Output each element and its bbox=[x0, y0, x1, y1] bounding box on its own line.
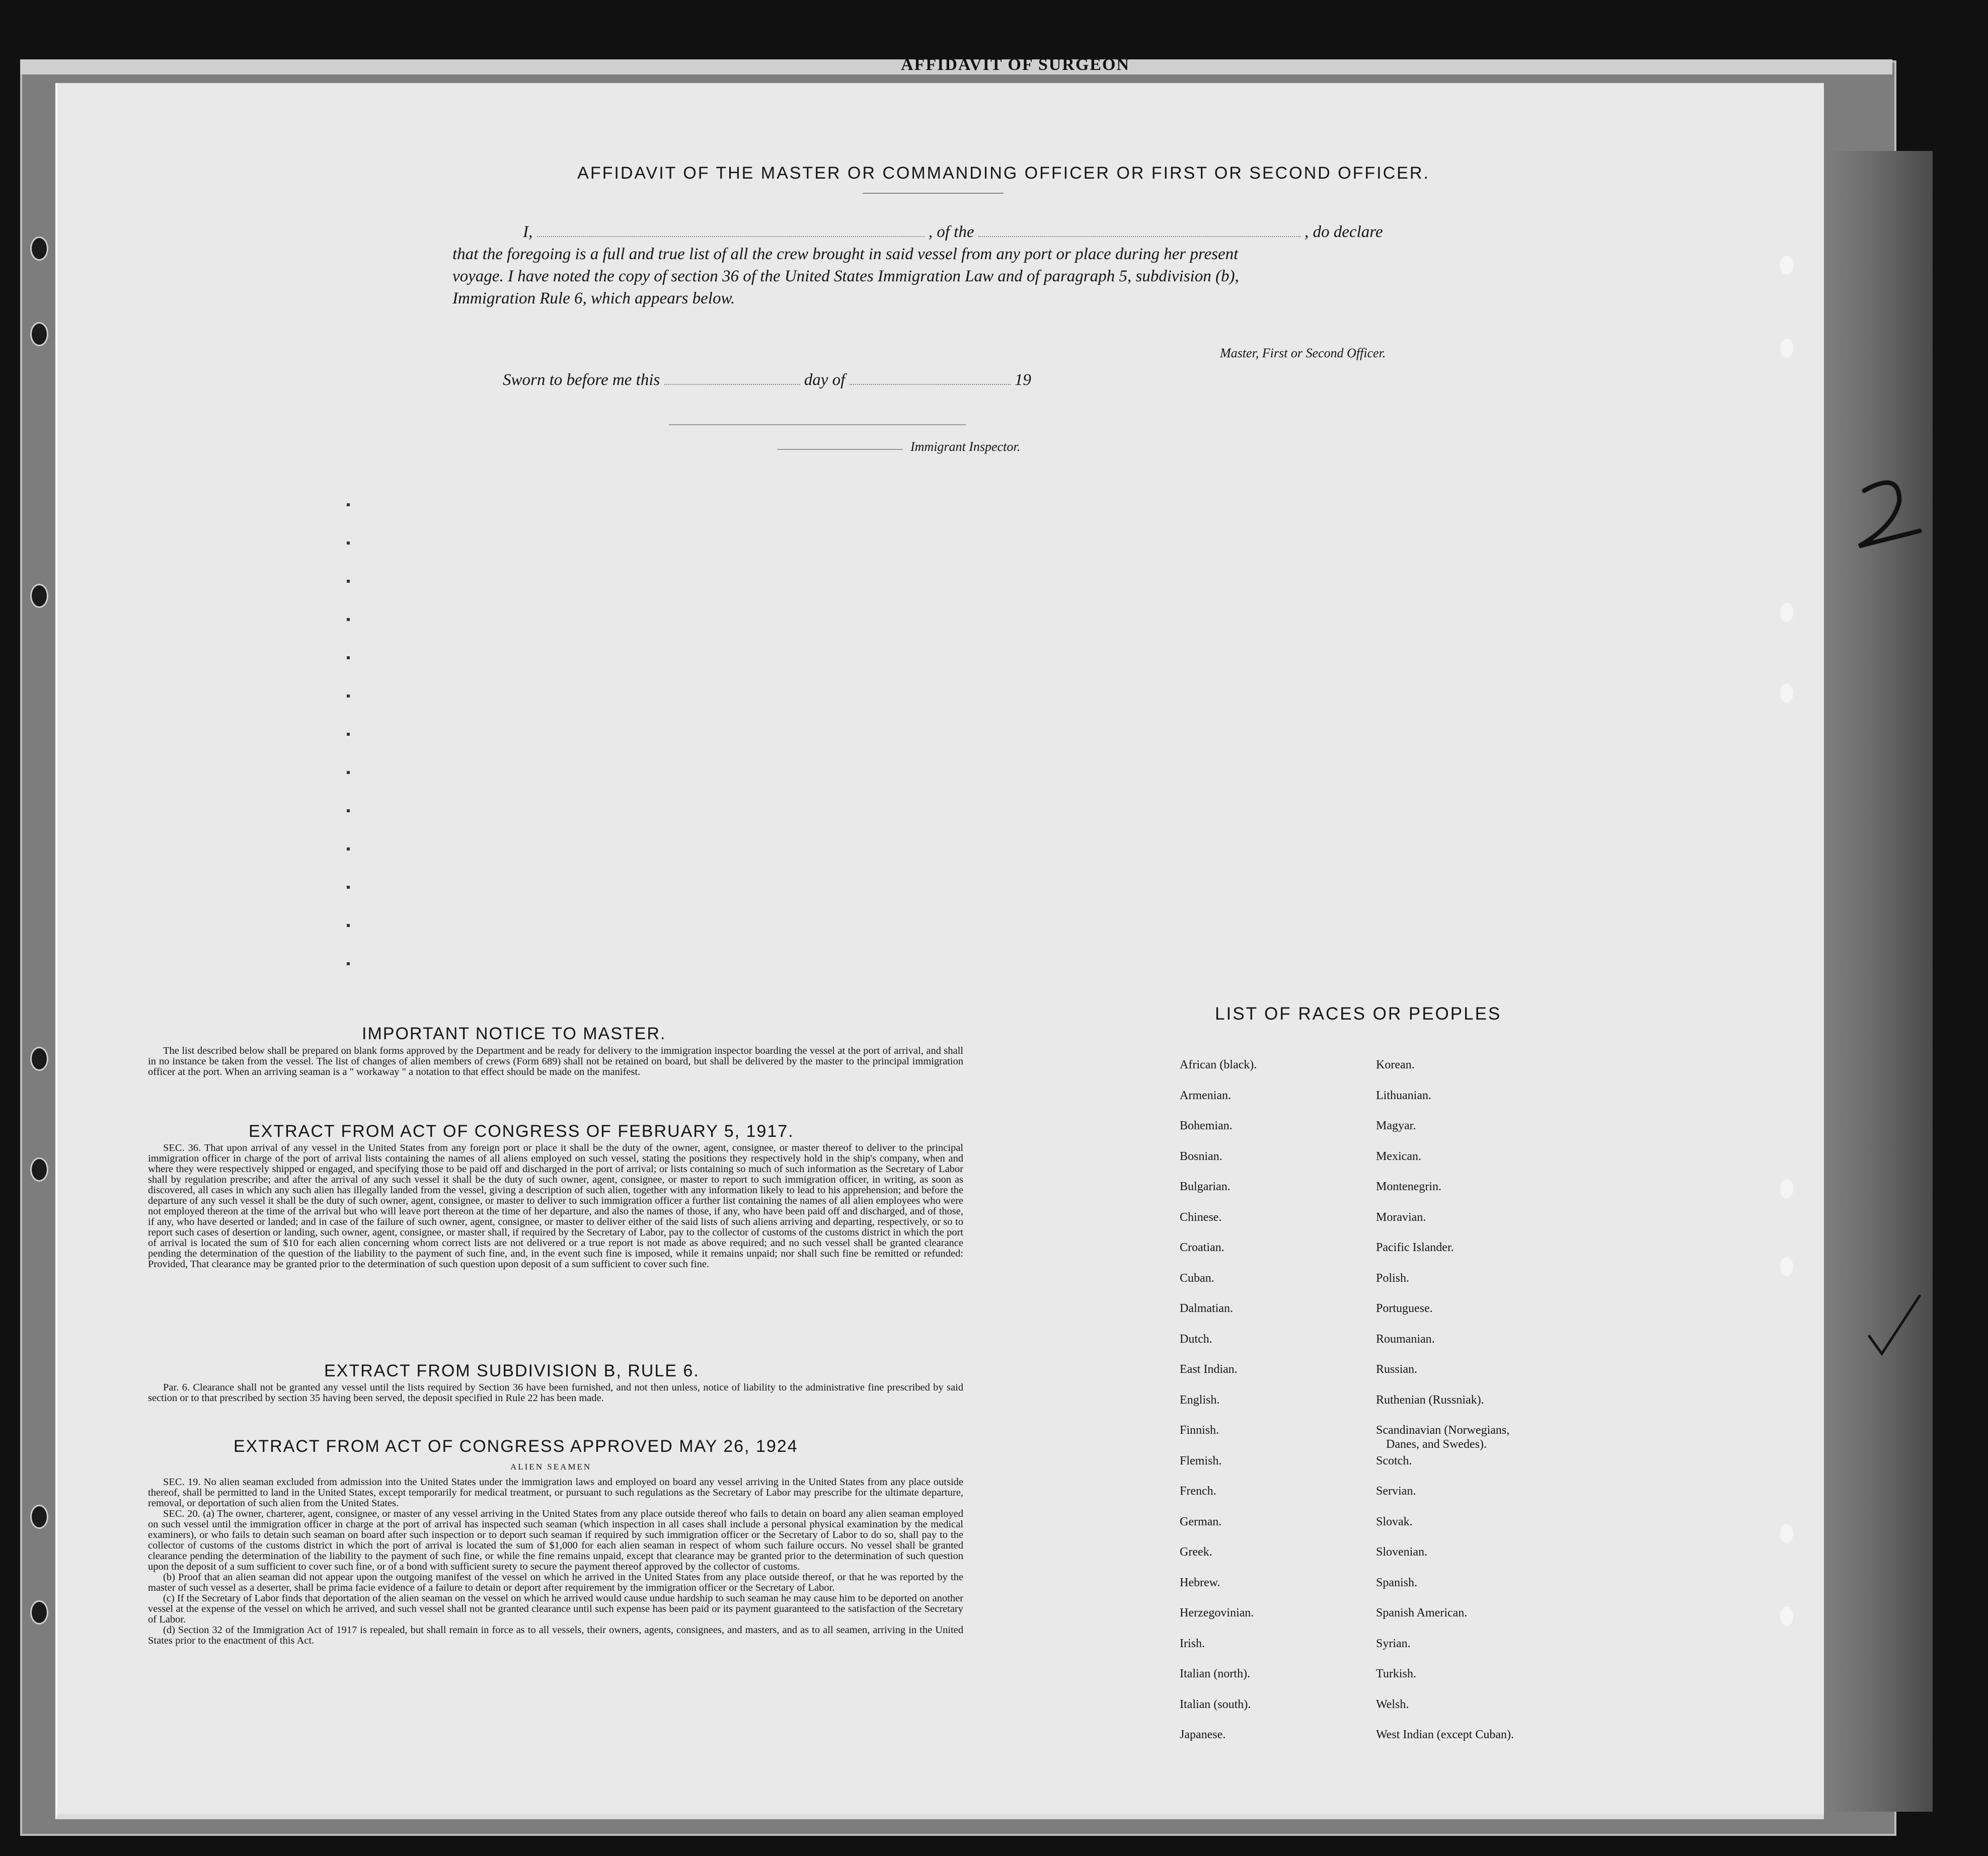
race-item: Welsh. bbox=[1376, 1697, 1409, 1711]
binding-hole bbox=[30, 1600, 48, 1625]
race-item: Armenian. bbox=[1180, 1089, 1231, 1102]
binding-hole bbox=[30, 584, 48, 608]
race-item: Herzegovinian. bbox=[1180, 1606, 1254, 1619]
race-item-continuation: Danes, and Swedes). bbox=[1386, 1438, 1487, 1451]
race-item: Bulgarian. bbox=[1180, 1180, 1231, 1193]
handwritten-two bbox=[1854, 476, 1925, 556]
inspector-label: Immigrant Inspector. bbox=[910, 439, 1021, 454]
race-item: German. bbox=[1180, 1515, 1222, 1528]
sworn-text: Sworn to before me this bbox=[503, 371, 660, 389]
rule-6-text bbox=[148, 1382, 963, 1404]
declaration-line-2: that the foregoing is a full and true list of all the crew brought in said vessel from any port or place during her present bbox=[452, 245, 1239, 263]
handwritten-check bbox=[1864, 1291, 1925, 1361]
inspector-line bbox=[777, 449, 903, 450]
affidavit-page bbox=[55, 83, 1824, 1819]
act-1924-title: EXTRACT FROM ACT OF CONGRESS APPROVED MAY 26, 1924 bbox=[234, 1437, 798, 1456]
act-1924-text bbox=[148, 1477, 963, 1646]
race-item: Greek. bbox=[1180, 1545, 1212, 1559]
race-item: Scandinavian (Norwegians, bbox=[1376, 1424, 1510, 1437]
race-item: Pacific Islander. bbox=[1376, 1241, 1454, 1254]
race-item: East Indian. bbox=[1180, 1363, 1238, 1376]
title-rule bbox=[863, 193, 1004, 194]
race-item: Spanish. bbox=[1376, 1576, 1418, 1589]
race-item: Bohemian. bbox=[1180, 1119, 1233, 1132]
master-name-blank bbox=[537, 223, 925, 237]
vessel-name-blank bbox=[978, 223, 1301, 237]
bleed-dots bbox=[347, 468, 350, 996]
master-signature-label: Master, First or Second Officer. bbox=[1220, 346, 1386, 360]
race-item: Chinese. bbox=[1180, 1210, 1222, 1224]
of-the-text: , of the bbox=[928, 223, 974, 241]
declaration-line-1 bbox=[470, 223, 1383, 242]
act-1917-title: EXTRACT FROM ACT OF CONGRESS OF FEBRUARY 5, 1917. bbox=[249, 1122, 794, 1141]
binding-hole bbox=[30, 1157, 48, 1182]
punch-hole bbox=[1779, 1178, 1795, 1200]
punch-hole bbox=[1779, 682, 1795, 704]
race-item: African (black). bbox=[1180, 1058, 1257, 1071]
race-item: Syrian. bbox=[1376, 1637, 1411, 1650]
races-title: LIST OF RACES OR PEOPLES bbox=[1215, 1004, 1502, 1024]
rule-6-paragraph: Par. 6. Clearance shall not be granted any vessel until the lists required by Section 36 have been furnished, and not then unless, notice of liability to the administrative fine prescribed by said section or to that prescribed by section 35 having been served, the deposit specified in Rule 22 has been made. bbox=[148, 1382, 963, 1404]
act-1917-paragraph: SEC. 36. That upon arrival of any vessel in the United States from any foreign port or place it shall be the duty of the owner, agent, consignee, or master thereof to deliver to the principal immigration officer in charge of the port of arrival lists containing the names of all aliens employed on such vessel, stating the positions they respectively hold in the ship's company, when and where they were respectively shipped or engaged, and specifying those to be paid off and discharged in the port of arrival; or lists containing so much of such information as the Secretary of Labor shall by regulation prescribe; and after the arrival of any such vessel it shall be the duty of such owner, agent, consignee, or master to report to such immigration officer, in writing, as soon as discovered, all cases in which any such alien has illegally landed from the vessel, giving a description of such alien, together with any information likely to lead to his apprehension; and before the departure of any such vessel it shall be the duty of such owner, agent, consignee, or master to deliver to such immigration officer a further list containing the names of all alien employees who were not employed thereon at the time of the arrival but who will leave port thereon at the time of her departure, and also the names of those, if any, who have been paid off and discharged, and of those, if any, who have deserted or landed; and in case of the failure of such owner, agent, consignee, or master to deliver either of the said lists of such aliens arriving and departing, respectively, or so to report such cases of desertion or landing, such owner, agent, consignee, or master shall, if required by the Secretary of Labor, pay to the collector of customs of the customs district in which the port of arrival is located the sum of $10 for each alien concerning whom correct lists are not delivered or a true report is not made as above required; and no such vessel shall be granted clearance pending the determination of the question of the liability to the payment of such fine, and, in the event such fine is imposed, while it remains unpaid; nor shall such fine be remitted or refunded: Provided, That clearance may be granted prior to the determination of such question upon deposit of a sum sufficient to cover such fine. bbox=[148, 1142, 963, 1270]
race-item: Moravian. bbox=[1376, 1210, 1426, 1224]
race-item: Spanish American. bbox=[1376, 1606, 1468, 1619]
binding-hole bbox=[30, 1047, 48, 1071]
race-item: Dutch. bbox=[1180, 1332, 1212, 1346]
race-item: French. bbox=[1180, 1485, 1216, 1498]
act-1924-sec19: SEC. 19. No alien seaman excluded from admission into the United States under the immigration laws and employed on board any vessel arriving in the United States from any place outside thereof, shall be permitted to land in the United States, except temporarily for medical treatment, or pursuant to such regulations as the Secretary of Labor may prescribe for the ultimate departure, removal, or deportation of such alien from the United States. bbox=[148, 1477, 963, 1509]
race-item: Bosnian. bbox=[1180, 1149, 1222, 1163]
act-1924-sec20a: SEC. 20. (a) The owner, charterer, agent, consignee, or master of any vessel arriving in the United States from any place outside thereof who fails to detain on board any alien seaman employed on such vessel until the immigration officer in charge at the port of arrival has inspected such seaman (which inspection in all cases shall include a personal physical examination by the medical examiners), or who fails to detain such seaman on board after such inspection or to deport such seaman if required by such immigration officer or the Secretary of Labor to do so, shall pay to the collector of customs of the customs district in which the port of arrival is located the sum of $1,000 for each alien seaman in respect of whom such failure occurs. No vessel shall be granted clearance pending the determination of the liability to the payment of such fine, or while the fine remains unpaid, except that clearance may be granted prior to the determination of such question upon the deposit of a sum sufficient to cover such fine, or of a bond with sufficient surety to secure the payment thereof approved by the collector of customs. bbox=[148, 1508, 963, 1572]
race-item: Russian. bbox=[1376, 1363, 1418, 1376]
race-item: Polish. bbox=[1376, 1271, 1410, 1285]
race-item: Hebrew. bbox=[1180, 1576, 1220, 1589]
race-item: Flemish. bbox=[1180, 1454, 1222, 1467]
race-item: Portuguese. bbox=[1376, 1302, 1433, 1315]
day-of-text: day of bbox=[804, 371, 846, 389]
race-item: West Indian (except Cuban). bbox=[1376, 1728, 1514, 1741]
race-item: Korean. bbox=[1376, 1058, 1415, 1071]
race-item: Scotch. bbox=[1376, 1454, 1412, 1467]
punch-hole bbox=[1779, 254, 1795, 276]
punch-hole bbox=[1779, 1605, 1795, 1628]
race-item: Mexican. bbox=[1376, 1149, 1421, 1163]
punch-hole bbox=[1779, 1522, 1795, 1544]
punch-hole bbox=[1779, 337, 1795, 359]
race-item: Slovenian. bbox=[1376, 1545, 1427, 1559]
act-1924-sec20c: (c) If the Secretary of Labor finds that deportation of the alien seaman on the vessel on which he arrived would cause undue hardship to such seaman he may cause him to be deported on another vessel at the expense of the vessel on which he arrived, and such vessel shall not be granted clearance until such expense has been paid or its payment guaranteed to the satisfaction of the Secretary of Labor. bbox=[148, 1593, 963, 1625]
race-item: Italian (south). bbox=[1180, 1697, 1251, 1711]
declaration-line-4: Immigration Rule 6, which appears below. bbox=[452, 289, 735, 307]
sworn-date-blank bbox=[664, 371, 800, 385]
race-item: Dalmatian. bbox=[1180, 1302, 1233, 1315]
alien-seamen-subhead: ALIEN SEAMEN bbox=[510, 1462, 592, 1472]
notice-paragraph: The list described below shall be prepared on blank forms approved by the Department and be ready for delivery to the immigration inspector boarding the vessel at the port of arrival, and shall in no instance be taken from the vessel. The list of changes of alien members of crews (Form 689) shall not be retained on board, but shall be delivered by the master to the principal immigration officer at the port. When an arriving seaman is a " workaway " a notation to that effect should be made on the manifest. bbox=[148, 1045, 963, 1077]
surgeon-affidavit-header: AFFIDAVIT OF SURGEON bbox=[901, 55, 1130, 74]
month-blank bbox=[850, 371, 1011, 385]
year-prefix: 19 bbox=[1014, 371, 1031, 389]
race-item: Japanese. bbox=[1180, 1728, 1226, 1741]
race-item: Lithuanian. bbox=[1376, 1089, 1431, 1102]
race-item: Slovak. bbox=[1376, 1515, 1413, 1528]
race-item: Ruthenian (Russniak). bbox=[1376, 1393, 1484, 1407]
declare-text: , do declare bbox=[1304, 223, 1383, 241]
declaration-line-3: voyage. I have noted the copy of section 36 of the United States Immigration Law and of paragraph 5, subdivision (b), bbox=[452, 267, 1239, 285]
race-item: English. bbox=[1180, 1393, 1220, 1407]
race-item: Italian (north). bbox=[1180, 1667, 1250, 1680]
race-item: Finnish. bbox=[1180, 1424, 1219, 1437]
binding-hole bbox=[30, 1505, 48, 1529]
notice-title: IMPORTANT NOTICE TO MASTER. bbox=[362, 1024, 666, 1043]
race-item: Croatian. bbox=[1180, 1241, 1225, 1254]
act-1917-text bbox=[148, 1143, 963, 1270]
punch-hole bbox=[1779, 1256, 1795, 1278]
affidavit-title: AFFIDAVIT OF THE MASTER OR COMMANDING OFFICER OR FIRST OR SECOND OFFICER. bbox=[577, 164, 1430, 183]
race-item: Montenegrin. bbox=[1376, 1180, 1441, 1193]
act-1924-sec20b: (b) Proof that an alien seaman did not appear upon the outgoing manifest of the vessel on which he arrived in the United States from any place outside thereof, or that he was reported by the master of such vessel as a deserter, shall be prima facie evidence of a failure to detain or deport after requirement by the immigration officer or the Secretary of Labor. bbox=[148, 1572, 963, 1593]
act-1924-sec20d: (d) Section 32 of the Immigration Act of 1917 is repealed, but shall remain in force as to all vessels, their owners, agents, consignees, and masters, and as to all seamen, arriving in the United States prior to the enactment of this Act. bbox=[148, 1625, 963, 1646]
race-item: Cuban. bbox=[1180, 1271, 1214, 1285]
declarant-prefix: I, bbox=[523, 223, 533, 241]
race-item: Magyar. bbox=[1376, 1119, 1416, 1132]
punch-hole bbox=[1779, 601, 1795, 624]
race-item: Irish. bbox=[1180, 1637, 1205, 1650]
binding-hole bbox=[30, 322, 48, 346]
race-item: Turkish. bbox=[1376, 1667, 1416, 1680]
notice-text bbox=[148, 1046, 963, 1077]
rule-6-title: EXTRACT FROM SUBDIVISION B, RULE 6. bbox=[324, 1361, 700, 1380]
signature-line bbox=[669, 424, 966, 425]
sworn-line bbox=[503, 371, 1031, 390]
binding-hole bbox=[30, 237, 48, 261]
race-item: Servian. bbox=[1376, 1485, 1416, 1498]
race-item: Roumanian. bbox=[1376, 1332, 1435, 1346]
